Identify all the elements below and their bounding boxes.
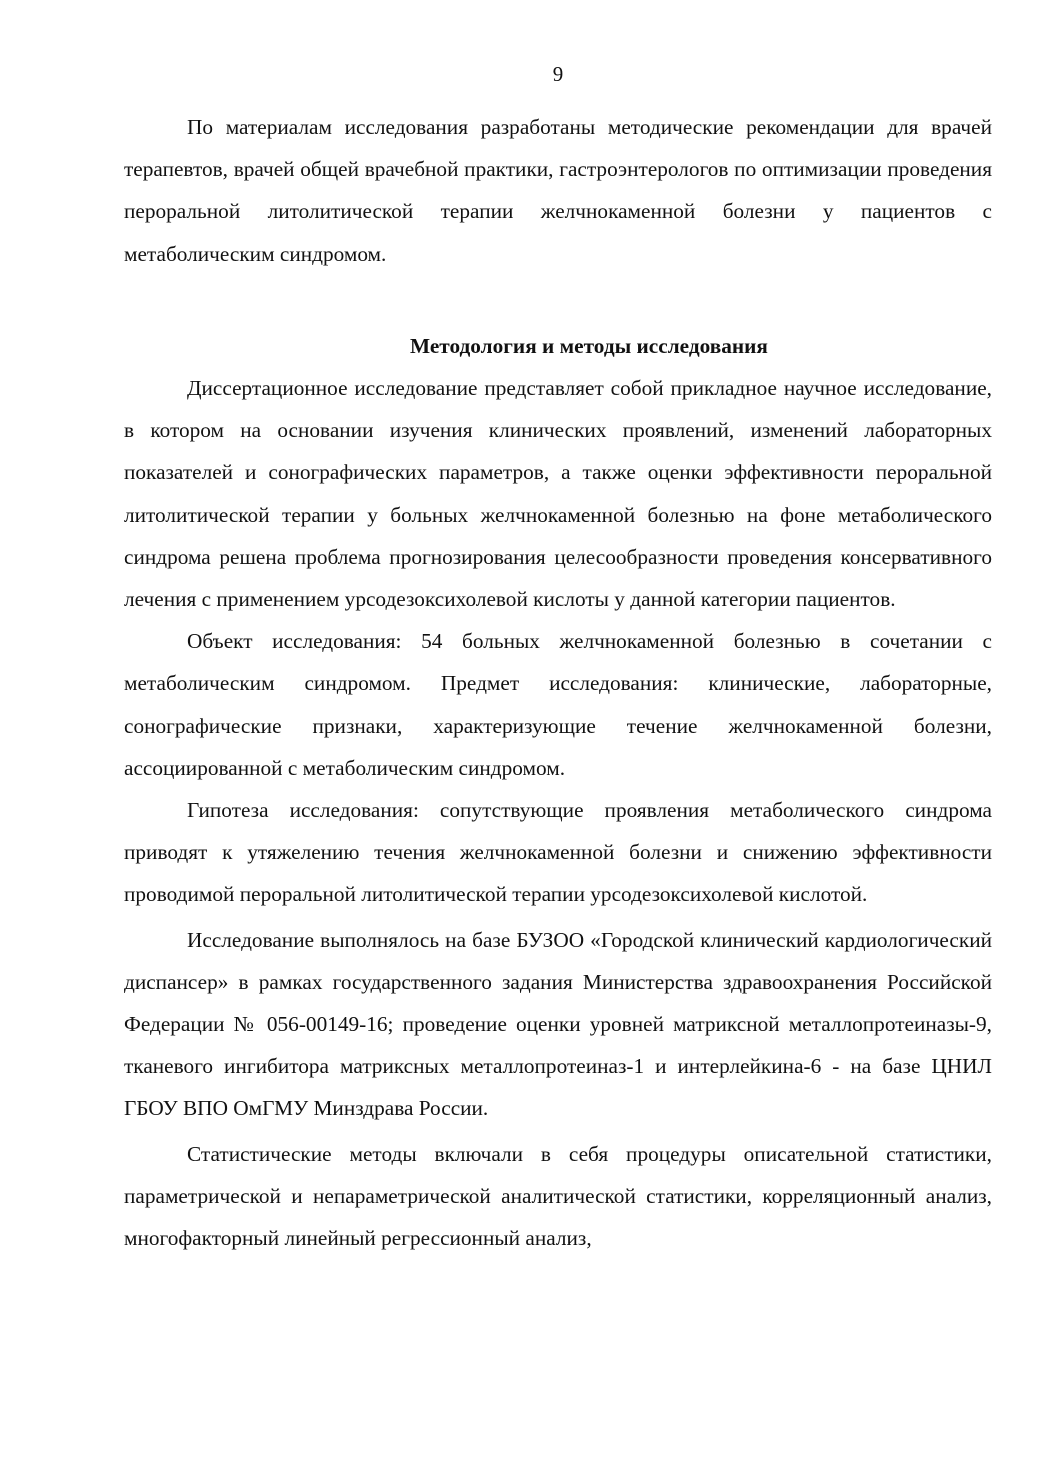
section-heading: Методология и методы исследования	[410, 333, 768, 358]
paragraph-study-base: Исследование выполнялось на базе БУЗОО «Городской клинический кардиологический диспансер» в рамках государственного задания Министерства здравоохранения Российской Федерации № 056-00149-16; проведение оценки уровней матриксной металлопротеиназы-9, тканевого ингибитора матриксных металлопротеиназ-1 и интерлейкина-6 - на базе ЦНИЛ ГБОУ ВПО ОмГМУ Минздрава России.	[124, 927, 992, 1121]
paragraph-study-object: Объект исследования: 54 больных желчнокаменной болезнью в сочетании с метаболическим синдромом. Предмет исследования: клинические, лабораторные, сонографические признаки, характеризующие течение желчнокаменной болезни, ассоциированной с метаболическим синдромом.	[124, 629, 992, 780]
paragraph-statistics: Статистические методы включали в себя процедуры описательной статистики, параметрической и непараметрической аналитической статистики, корреляционный анализ, многофакторный линейный регрессионный анализ,	[124, 1141, 992, 1251]
page-content	[124, 106, 992, 1259]
paragraph-study-description: Диссертационное исследование представляет собой прикладное научное исследование, в котором на основании изучения клинических проявлений, изменений лабораторных показателей и сонографических параметров, а также оценки эффективности пероральной литолитической терапии у больных желчнокаменной болезнью на фоне метаболического синдрома решена проблема прогнозирования целесообразности проведения консервативного лечения с применением урсодезоксихолевой кислоты у данной категории пациентов.	[124, 376, 992, 612]
paragraph-hypothesis: Гипотеза исследования: сопутствующие проявления метаболического синдрома приводят к утяжелению течения желчнокаменной болезни и снижению эффективности проводимой пероральной литолитической терапии урсодезоксихолевой кислотой.	[124, 798, 992, 907]
section-spacer	[124, 275, 992, 325]
paragraph-recommendations: По материалам исследования разработаны методические рекомендации для врачей терапевтов, врачей общей врачебной практики, гастроэнтерологов по оптимизации проведения пероральной литолитической терапии желчнокаменной болезни у пациентов с метаболическим синдромом.	[124, 115, 992, 266]
page-number: 9	[552, 62, 564, 86]
